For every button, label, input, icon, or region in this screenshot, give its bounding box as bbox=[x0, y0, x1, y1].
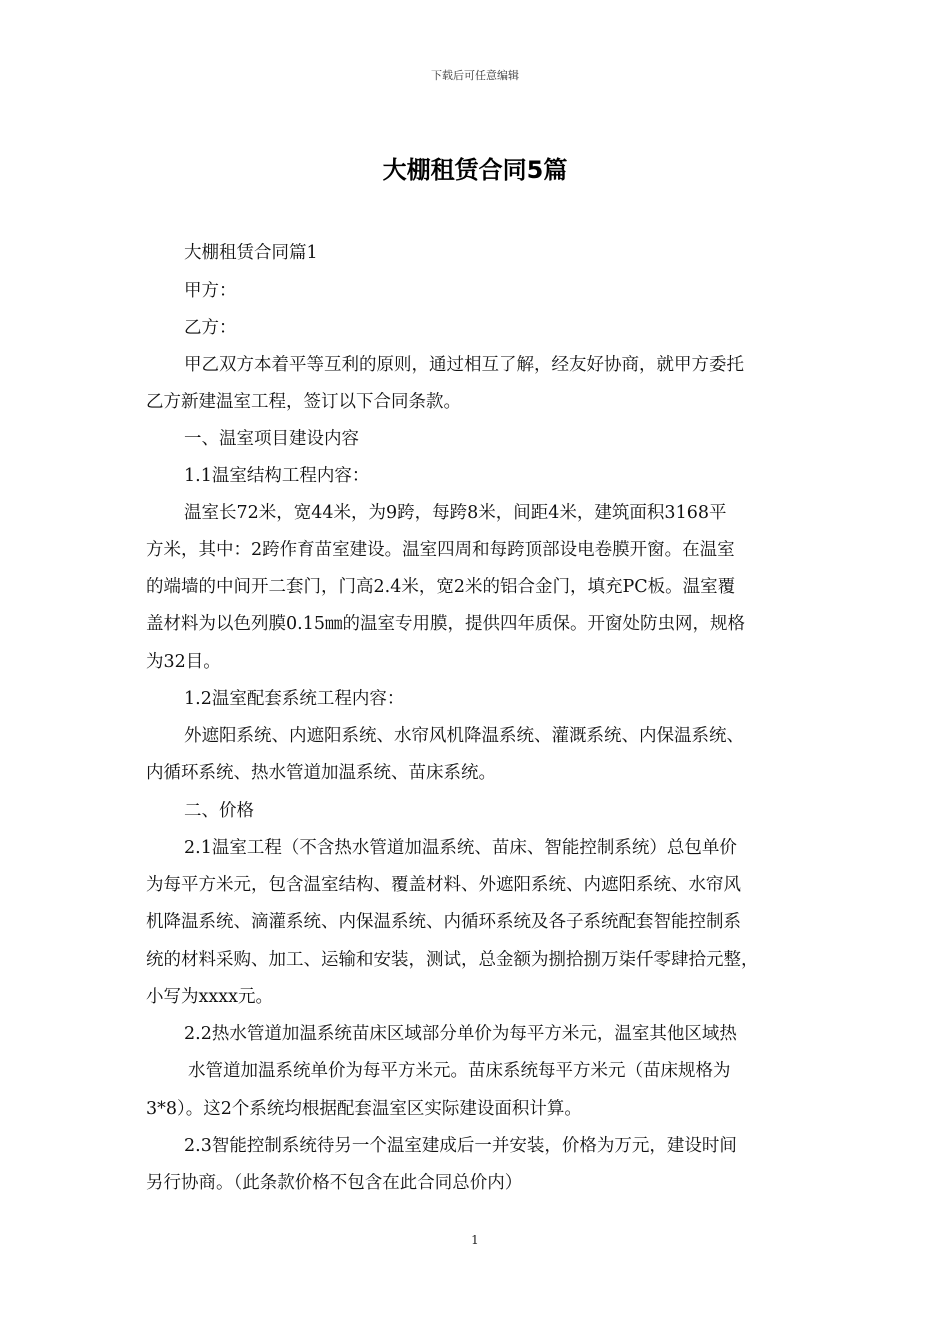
paragraph-line: 2.1温室工程（不含热水管道加温系统、苗床、智能控制系统）总包单价 bbox=[184, 838, 737, 858]
paragraph-line: 乙方： bbox=[184, 318, 237, 338]
paragraph-line: 甲乙双方本着平等互利的原则，通过相互了解，经友好协商，就甲方委托 bbox=[184, 355, 744, 375]
paragraph-line: 1.2温室配套系统工程内容： bbox=[184, 689, 405, 709]
page-number: 1 bbox=[471, 1233, 479, 1247]
paragraph-line: 水管道加温系统单价为每平方米元。苗床系统每平方米元（苗床规格为 bbox=[188, 1061, 731, 1081]
paragraph-line: 外遮阳系统、内遮阳系统、水帘风机降温系统、灌溉系统、内保温系统、 bbox=[184, 726, 744, 746]
paragraph-line: 另行协商。（此条款价格不包含在此合同总价内） bbox=[146, 1173, 523, 1193]
paragraph-line: 甲方： bbox=[184, 281, 237, 301]
paragraph-line: 机降温系统、滴灌系统、内保温系统、内循环系统及各子系统配套智能控制系 bbox=[146, 912, 741, 932]
paragraph-line: 内循环系统、热水管道加温系统、苗床系统。 bbox=[146, 763, 496, 783]
paragraph-line: 盖材料为以色列膜0.15㎜的温室专用膜，提供四年质保。开窗处防虫网，规格 bbox=[146, 614, 745, 634]
paragraph-line: 2.3智能控制系统待另一个温室建成后一并安装，价格为万元，建设时间 bbox=[184, 1136, 737, 1156]
paragraph-line: 统的材料采购、加工、运输和安装，测试，总金额为捌拾捌万柒仟零肆拾元整， bbox=[146, 950, 759, 970]
header-note: 下载后可任意编辑 bbox=[431, 69, 519, 82]
document-title: 大棚租赁合同5篇 bbox=[382, 156, 568, 184]
paragraph-line: 方米，其中：2跨作育苗室建设。温室四周和每跨顶部设电卷膜开窗。在温室 bbox=[146, 540, 735, 560]
paragraph-line: 一、温室项目建设内容 bbox=[184, 429, 359, 449]
paragraph-line: 为32目。 bbox=[146, 652, 221, 672]
paragraph-line: 二、价格 bbox=[184, 801, 254, 821]
paragraph-line: 1.1温室结构工程内容： bbox=[184, 466, 370, 486]
paragraph-line: 的端墙的中间开二套门，门高2.4米，宽2米的铝合金门，填充PC板。温室覆 bbox=[146, 577, 736, 597]
paragraph-line: 3*8）。这2个系统均根据配套温室区实际建设面积计算。 bbox=[146, 1099, 582, 1119]
paragraph-line: 乙方新建温室工程，签订以下合同条款。 bbox=[146, 392, 461, 412]
paragraph-line: 小写为xxxx元。 bbox=[146, 987, 273, 1007]
paragraph-line: 大棚租赁合同篇1 bbox=[184, 243, 318, 263]
paragraph-line: 温室长72米，宽44米，为9跨，每跨8米，间距4米，建筑面积3168平 bbox=[184, 503, 727, 523]
paragraph-line: 为每平方米元，包含温室结构、覆盖材料、外遮阳系统、内遮阳系统、水帘风 bbox=[146, 875, 741, 895]
paragraph-line: 2.2热水管道加温系统苗床区域部分单价为每平方米元，温室其他区域热 bbox=[184, 1024, 737, 1044]
